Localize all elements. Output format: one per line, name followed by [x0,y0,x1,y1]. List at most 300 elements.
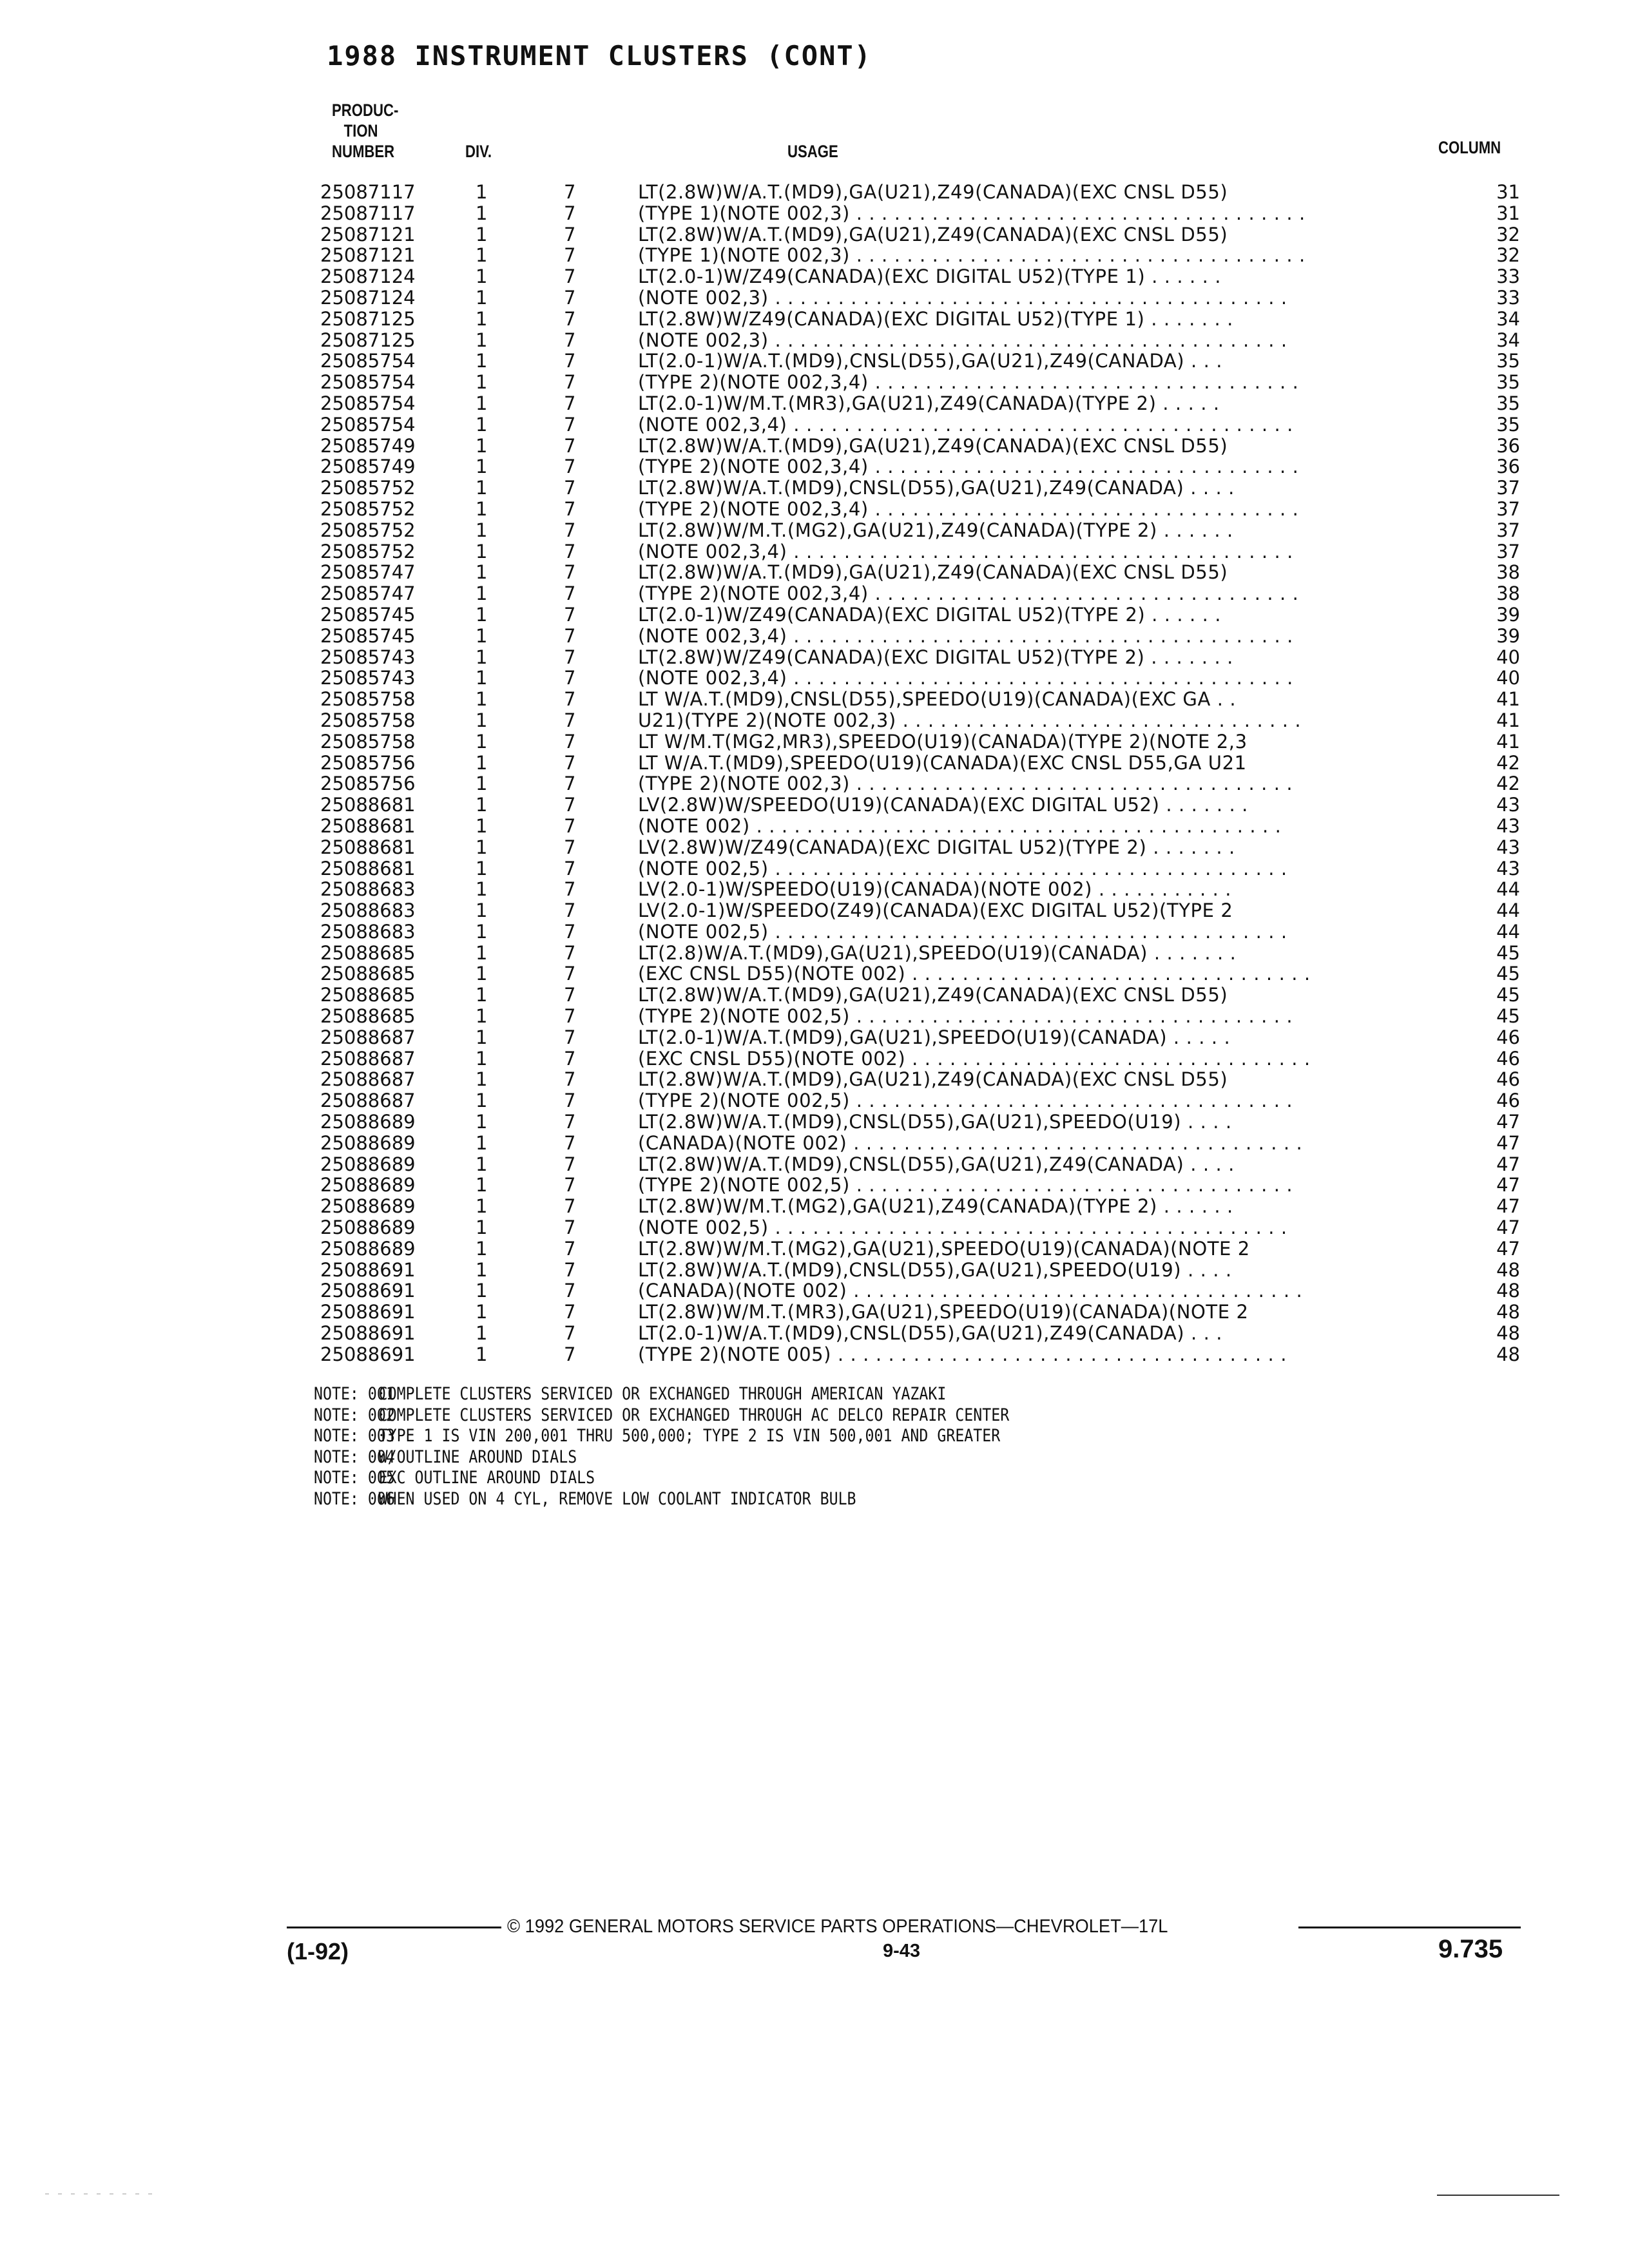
div-cell: 1 [476,477,488,499]
production-number-cell: 25088681 [320,794,416,816]
header-usage: USAGE [787,142,838,161]
table-row [0,985,1629,1006]
note-item [314,1384,1009,1405]
column-cell: 47 [1496,1195,1520,1218]
table-row [0,1048,1629,1070]
production-number-cell: 25085752 [320,477,416,499]
subdiv-cell: 7 [564,1195,576,1218]
subdiv-cell: 7 [564,814,576,837]
column-cell: 43 [1496,836,1520,858]
column-cell: 47 [1496,1216,1520,1239]
note-text: COMPLETE CLUSTERS SERVICED OR EXCHANGED THROUGH AMERICAN YAZAKI [378,1384,947,1404]
usage-cell: (TYPE 2)(NOTE 002,3,4) . . . . . . . . . . . . . . . . . . . . . . . . . . . . . . . . . . [638,456,1299,478]
table-row [0,203,1629,224]
div-cell: 1 [476,1047,488,1070]
column-cell: 47 [1496,1153,1520,1175]
usage-cell: LV(2.8W)W/SPEEDO(U19)(CANADA)(EXC DIGITAL U52) . . . . . . . [638,794,1248,816]
table-row [0,753,1629,774]
subdiv-cell: 7 [564,963,576,985]
div-cell: 1 [476,329,488,351]
usage-cell: LT(2.8W)W/A.T.(MD9),CNSL(D55),GA(U21),Z49(CANADA) . . . . [638,1153,1235,1175]
usage-cell: (TYPE 2)(NOTE 002,3,4) . . . . . . . . . . . . . . . . . . . . . . . . . . . . . . . . . . [638,498,1299,520]
note-text: WHEN USED ON 4 CYL, REMOVE LOW COOLANT INDICATOR BULB [378,1488,856,1509]
div-cell: 1 [476,181,488,203]
table-row [0,351,1629,372]
table-row [0,837,1629,858]
div-cell: 1 [476,688,488,711]
table-row [0,1090,1629,1111]
production-number-cell: 25088683 [320,920,416,943]
production-number-cell: 25088691 [320,1258,416,1281]
table-row [0,1323,1629,1344]
header-production-line-3: NUMBER [332,142,395,161]
column-cell: 36 [1496,456,1520,478]
column-cell: 45 [1496,963,1520,985]
column-cell: 47 [1496,1174,1520,1196]
div-cell: 1 [476,1343,488,1365]
div-cell: 1 [476,456,488,478]
div-cell: 1 [476,265,488,288]
usage-cell: LT(2.0-1)W/Z49(CANADA)(EXC DIGITAL U52)(TYPE 2) . . . . . . [638,604,1222,626]
column-cell: 41 [1496,709,1520,731]
div-cell: 1 [476,286,488,309]
production-number-cell: 25088685 [320,1005,416,1028]
div-cell: 1 [476,1322,488,1345]
table-row [0,1280,1629,1302]
usage-cell: (TYPE 2)(NOTE 005) . . . . . . . . . . . . . . . . . . . . . . . . . . . . . . . . . . . . [638,1343,1287,1365]
subdiv-cell: 7 [564,1068,576,1091]
subdiv-cell: 7 [564,1174,576,1196]
table-row [0,562,1629,583]
subdiv-cell: 7 [564,624,576,647]
div-cell: 1 [476,434,488,457]
column-cell: 38 [1496,582,1520,605]
column-cell: 48 [1496,1280,1520,1302]
table-row [0,626,1629,647]
subdiv-cell: 7 [564,477,576,499]
production-number-cell: 25085752 [320,519,416,541]
production-number-cell: 25088685 [320,963,416,985]
div-cell: 1 [476,1258,488,1281]
subdiv-cell: 7 [564,392,576,414]
column-cell: 36 [1496,434,1520,457]
production-number-cell: 25085749 [320,434,416,457]
header-column: COLUMN [1438,138,1501,157]
column-cell: 31 [1496,202,1520,224]
production-number-cell: 25085754 [320,350,416,372]
production-number-cell: 25087121 [320,223,416,245]
div-cell: 1 [476,223,488,245]
subdiv-cell: 7 [564,836,576,858]
div-cell: 1 [476,1005,488,1028]
table-row [0,456,1629,477]
subdiv-cell: 7 [564,561,576,584]
production-number-cell: 25088681 [320,836,416,858]
div-cell: 1 [476,392,488,414]
table-row [0,879,1629,900]
table-row [0,393,1629,414]
table-row [0,1154,1629,1175]
div-cell: 1 [476,1216,488,1239]
subdiv-cell: 7 [564,519,576,541]
subdiv-cell: 7 [564,1005,576,1028]
column-cell: 35 [1496,371,1520,394]
subdiv-cell: 7 [564,1090,576,1112]
subdiv-cell: 7 [564,456,576,478]
note-item [314,1405,1009,1427]
usage-cell: (TYPE 2)(NOTE 002,5) . . . . . . . . . . . . . . . . . . . . . . . . . . . . . . . . . . . [638,1006,1293,1027]
footer-revision: (1-92) [287,1938,349,1965]
column-cell: 46 [1496,1026,1520,1048]
production-number-cell: 25085758 [320,688,416,711]
table-row [0,414,1629,436]
production-number-cell: 25088683 [320,878,416,901]
table-row [0,921,1629,943]
production-number-cell: 25085747 [320,561,416,584]
subdiv-cell: 7 [564,603,576,626]
subdiv-cell: 7 [564,899,576,922]
table-row [0,1111,1629,1133]
column-cell: 35 [1496,392,1520,414]
usage-cell: (NOTE 002,5) . . . . . . . . . . . . . . . . . . . . . . . . . . . . . . . . . . . . . . . . . [638,1217,1287,1238]
column-cell: 46 [1496,1047,1520,1070]
page-title: 1988 INSTRUMENT CLUSTERS (CONT) [327,40,872,72]
note-label: NOTE: 005 [314,1468,395,1488]
table-row [0,710,1629,731]
column-cell: 40 [1496,646,1520,668]
footer-subpage: 9-43 [883,1941,921,1961]
production-number-cell: 25088689 [320,1111,416,1133]
column-cell: 32 [1496,223,1520,245]
column-cell: 31 [1496,181,1520,203]
div-cell: 1 [476,1153,488,1175]
table-row [0,287,1629,309]
subdiv-cell: 7 [564,1322,576,1345]
note-text: W/OUTLINE AROUND DIALS [378,1446,577,1467]
usage-cell: (NOTE 002,5) . . . . . . . . . . . . . . . . . . . . . . . . . . . . . . . . . . . . . . . . . [638,921,1287,943]
div-cell: 1 [476,603,488,626]
note-text: COMPLETE CLUSTERS SERVICED OR EXCHANGED THROUGH AC DELCO REPAIR CENTER [378,1405,1010,1425]
subdiv-cell: 7 [564,350,576,372]
div-cell: 1 [476,751,488,774]
usage-cell: LT(2.8W)W/A.T.(MD9),CNSL(D55),GA(U21),Z49(CANADA) . . . . [638,477,1235,499]
footer-page-number: 9.735 [1438,1935,1503,1963]
subdiv-cell: 7 [564,941,576,964]
div-cell: 1 [476,413,488,436]
subdiv-cell: 7 [564,244,576,267]
usage-cell: (NOTE 002,3,4) . . . . . . . . . . . . . . . . . . . . . . . . . . . . . . . . . . . . . . . . [638,541,1293,562]
footer-copyright: © 1992 GENERAL MOTORS SERVICE PARTS OPERATIONS—CHEVROLET—17L [507,1916,1168,1937]
subdiv-cell: 7 [564,1153,576,1175]
usage-cell: (EXC CNSL D55)(NOTE 002) . . . . . . . . . . . . . . . . . . . . . . . . . . . . . . . . [638,1048,1311,1070]
production-number-cell: 25088689 [320,1216,416,1239]
production-number-cell: 25085752 [320,540,416,562]
div-cell: 1 [476,497,488,520]
usage-cell: (CANADA)(NOTE 002) . . . . . . . . . . . . . . . . . . . . . . . . . . . . . . . . . . . . [638,1280,1303,1302]
div-cell: 1 [476,519,488,541]
usage-cell: LT W/A.T.(MD9),SPEEDO(U19)(CANADA)(EXC CNSL D55,GA U21 [638,752,1247,774]
div-cell: 1 [476,899,488,922]
usage-cell: LT(2.0-1)W/A.T.(MD9),GA(U21),SPEEDO(U19)(CANADA) . . . . . [638,1026,1231,1048]
production-number-cell: 25085749 [320,456,416,478]
note-label: NOTE: 003 [314,1426,395,1446]
subdiv-cell: 7 [564,688,576,711]
usage-cell: LT W/A.T.(MD9),CNSL(D55),SPEEDO(U19)(CANADA)(EXC GA . . [638,689,1237,710]
usage-cell: LT(2.8W)W/A.T.(MD9),GA(U21),Z49(CANADA)(EXC CNSL D55) [638,985,1228,1006]
usage-cell: LT(2.8W)W/A.T.(MD9),GA(U21),Z49(CANADA)(EXC CNSL D55) [638,224,1228,245]
subdiv-cell: 7 [564,1216,576,1239]
div-cell: 1 [476,1301,488,1323]
div-cell: 1 [476,1237,488,1260]
production-number-cell: 25085752 [320,497,416,520]
usage-cell: (EXC CNSL D55)(NOTE 002) . . . . . . . . . . . . . . . . . . . . . . . . . . . . . . . . [638,963,1311,985]
note-item [314,1447,1009,1468]
subdiv-cell: 7 [564,878,576,901]
usage-cell: (NOTE 002) . . . . . . . . . . . . . . . . . . . . . . . . . . . . . . . . . . . . . . . . . . [638,815,1282,837]
production-number-cell: 25088691 [320,1280,416,1302]
table-row [0,647,1629,668]
table-row [0,900,1629,921]
production-number-cell: 25088685 [320,941,416,964]
table-row [0,372,1629,393]
footer-rule-left [287,1927,501,1928]
production-number-cell: 25085745 [320,603,416,626]
table-row [0,1238,1629,1260]
production-number-cell: 25087125 [320,307,416,330]
column-cell: 46 [1496,1068,1520,1091]
column-cell: 33 [1496,265,1520,288]
subdiv-cell: 7 [564,1258,576,1281]
production-number-cell: 25085756 [320,751,416,774]
table-row [0,794,1629,816]
div-cell: 1 [476,1280,488,1302]
usage-cell: LT(2.8W)W/M.T.(MR3),GA(U21),SPEEDO(U19)(CANADA)(NOTE 2 [638,1302,1249,1323]
production-number-cell: 25088687 [320,1090,416,1112]
usage-cell: LT(2.8W)W/A.T.(MD9),GA(U21),Z49(CANADA)(EXC CNSL D55) [638,1069,1228,1091]
usage-cell: LT(2.0-1)W/M.T.(MR3),GA(U21),Z49(CANADA)(TYPE 2) . . . . . [638,392,1220,414]
column-cell: 35 [1496,350,1520,372]
header-production-line-2: TION [343,121,378,140]
subdiv-cell: 7 [564,307,576,330]
table-row [0,499,1629,520]
usage-cell: LT(2.0-1)W/A.T.(MD9),CNSL(D55),GA(U21),Z49(CANADA) . . . [638,1323,1223,1344]
table-row [0,1217,1629,1238]
usage-cell: LT(2.8W)W/A.T.(MD9),GA(U21),Z49(CANADA)(EXC CNSL D55) [638,182,1228,203]
usage-cell: LV(2.8W)W/Z49(CANADA)(EXC DIGITAL U52)(TYPE 2) . . . . . . . [638,836,1235,858]
div-cell: 1 [476,646,488,668]
usage-cell: (TYPE 2)(NOTE 002,3,4) . . . . . . . . . . . . . . . . . . . . . . . . . . . . . . . . . . [638,372,1299,393]
subdiv-cell: 7 [564,371,576,394]
column-cell: 44 [1496,920,1520,943]
usage-cell: (TYPE 2)(NOTE 002,3) . . . . . . . . . . . . . . . . . . . . . . . . . . . . . . . . . . . [638,773,1293,795]
column-cell: 47 [1496,1131,1520,1154]
production-number-cell: 25088689 [320,1237,416,1260]
table-row [0,330,1629,351]
table-row [0,477,1629,499]
usage-cell: (NOTE 002,3) . . . . . . . . . . . . . . . . . . . . . . . . . . . . . . . . . . . . . . . . . [638,329,1287,351]
note-label: NOTE: 006 [314,1488,395,1509]
div-cell: 1 [476,920,488,943]
column-cell: 47 [1496,1237,1520,1260]
subdiv-cell: 7 [564,667,576,689]
production-number-cell: 25088689 [320,1131,416,1154]
usage-cell: (NOTE 002,3,4) . . . . . . . . . . . . . . . . . . . . . . . . . . . . . . . . . . . . . . . . [638,414,1293,436]
usage-cell: (TYPE 2)(NOTE 002,5) . . . . . . . . . . . . . . . . . . . . . . . . . . . . . . . . . . . [638,1175,1293,1196]
production-number-cell: 25088689 [320,1195,416,1218]
subdiv-cell: 7 [564,1047,576,1070]
div-cell: 1 [476,941,488,964]
production-number-cell: 25088685 [320,984,416,1006]
note-text: TYPE 1 IS VIN 200,001 THRU 500,000; TYPE 2 IS VIN 500,001 AND GREATER [378,1426,1001,1446]
table-row [0,1302,1629,1323]
note-item [314,1489,1009,1510]
table-row [0,224,1629,245]
column-cell: 41 [1496,688,1520,711]
div-cell: 1 [476,794,488,816]
column-cell: 42 [1496,773,1520,795]
production-number-cell: 25085758 [320,709,416,731]
column-cell: 37 [1496,477,1520,499]
div-cell: 1 [476,1111,488,1133]
usage-cell: (CANADA)(NOTE 002) . . . . . . . . . . . . . . . . . . . . . . . . . . . . . . . . . . . . [638,1132,1303,1154]
div-cell: 1 [476,202,488,224]
subdiv-cell: 7 [564,497,576,520]
subdiv-cell: 7 [564,540,576,562]
subdiv-cell: 7 [564,1131,576,1154]
production-number-cell: 25087117 [320,202,416,224]
table-row [0,309,1629,330]
production-number-cell: 25085747 [320,582,416,605]
column-cell: 43 [1496,857,1520,879]
note-item [314,1426,1009,1447]
production-number-cell: 25087121 [320,244,416,267]
usage-cell: (TYPE 1)(NOTE 002,3) . . . . . . . . . . . . . . . . . . . . . . . . . . . . . . . . . . . . [638,202,1306,224]
production-number-cell: 25088681 [320,857,416,879]
usage-cell: (NOTE 002,3,4) . . . . . . . . . . . . . . . . . . . . . . . . . . . . . . . . . . . . . . . . [638,625,1293,647]
production-number-cell: 25085754 [320,413,416,436]
div-cell: 1 [476,371,488,394]
table-row [0,245,1629,266]
table-row [0,520,1629,541]
usage-cell: LT(2.8W)W/M.T.(MG2),GA(U21),Z49(CANADA)(TYPE 2) . . . . . . [638,519,1233,541]
div-cell: 1 [476,350,488,372]
subdiv-cell: 7 [564,1237,576,1260]
table-row [0,1196,1629,1217]
usage-cell: U21)(TYPE 2)(NOTE 002,3) . . . . . . . . . . . . . . . . . . . . . . . . . . . . . . . . [638,709,1302,731]
div-cell: 1 [476,836,488,858]
production-number-cell: 25085756 [320,773,416,795]
column-cell: 43 [1496,814,1520,837]
scan-artifacts [0,2181,1629,2207]
table-row [0,858,1629,879]
subdiv-cell: 7 [564,984,576,1006]
column-cell: 45 [1496,941,1520,964]
column-cell: 37 [1496,519,1520,541]
usage-cell: LT(2.8W)W/A.T.(MD9),CNSL(D55),GA(U21),SPEEDO(U19) . . . . [638,1259,1232,1281]
production-number-cell: 25088687 [320,1026,416,1048]
div-cell: 1 [476,963,488,985]
column-cell: 37 [1496,540,1520,562]
usage-cell: LT(2.8W)W/A.T.(MD9),GA(U21),Z49(CANADA)(EXC CNSL D55) [638,435,1228,457]
usage-cell: LT(2.0-1)W/Z49(CANADA)(EXC DIGITAL U52)(TYPE 1) . . . . . . [638,266,1222,287]
column-cell: 45 [1496,1005,1520,1028]
usage-cell: (NOTE 002,3) . . . . . . . . . . . . . . . . . . . . . . . . . . . . . . . . . . . . . . . . . [638,287,1287,309]
usage-cell: (TYPE 1)(NOTE 002,3) . . . . . . . . . . . . . . . . . . . . . . . . . . . . . . . . . . . . [638,245,1306,267]
subdiv-cell: 7 [564,709,576,731]
subdiv-cell: 7 [564,1026,576,1048]
column-cell: 32 [1496,244,1520,267]
production-number-cell: 25087125 [320,329,416,351]
production-number-cell: 25088689 [320,1153,416,1175]
usage-cell: (NOTE 002,5) . . . . . . . . . . . . . . . . . . . . . . . . . . . . . . . . . . . . . . . . . [638,858,1287,879]
production-number-cell: 25088691 [320,1322,416,1345]
table-row [0,1069,1629,1090]
div-cell: 1 [476,878,488,901]
div-cell: 1 [476,730,488,753]
column-cell: 38 [1496,561,1520,584]
usage-cell: LV(2.0-1)W/SPEEDO(Z49)(CANADA)(EXC DIGITAL U52)(TYPE 2 [638,900,1233,921]
table-row [0,604,1629,626]
table-row [0,1133,1629,1154]
header-div: DIV. [465,142,492,161]
column-cell: 45 [1496,984,1520,1006]
table-row [0,182,1629,203]
usage-cell: LT(2.8W)W/M.T.(MG2),GA(U21),Z49(CANADA)(TYPE 2) . . . . . . [638,1196,1233,1218]
table-row [0,1344,1629,1365]
column-cell: 33 [1496,286,1520,309]
subdiv-cell: 7 [564,794,576,816]
production-number-cell: 25085743 [320,646,416,668]
table-row [0,436,1629,457]
div-cell: 1 [476,1068,488,1091]
table-row [0,541,1629,562]
subdiv-cell: 7 [564,202,576,224]
production-number-cell: 25088691 [320,1343,416,1365]
table-row [0,963,1629,985]
production-number-cell: 25088687 [320,1047,416,1070]
div-cell: 1 [476,1026,488,1048]
usage-cell: LT(2.8W)W/Z49(CANADA)(EXC DIGITAL U52)(TYPE 2) . . . . . . . [638,646,1233,668]
usage-cell: LT(2.0-1)W/A.T.(MD9),CNSL(D55),GA(U21),Z49(CANADA) . . . [638,351,1223,372]
div-cell: 1 [476,667,488,689]
note-label: NOTE: 002 [314,1405,395,1425]
column-cell: 48 [1496,1322,1520,1345]
notes-section [314,1384,1123,1510]
production-number-cell: 25087124 [320,286,416,309]
div-cell: 1 [476,814,488,837]
subdiv-cell: 7 [564,329,576,351]
header-production-number [332,100,399,162]
usage-cell: LT(2.8)W/A.T.(MD9),GA(U21),SPEEDO(U19)(CANADA) . . . . . . . [638,942,1237,964]
production-number-cell: 25085743 [320,667,416,689]
subdiv-cell: 7 [564,920,576,943]
div-cell: 1 [476,984,488,1006]
div-cell: 1 [476,1174,488,1196]
table-row [0,689,1629,710]
note-text: EXC OUTLINE AROUND DIALS [378,1468,595,1488]
table-row [0,583,1629,604]
column-cell: 48 [1496,1301,1520,1323]
div-cell: 1 [476,561,488,584]
column-cell: 35 [1496,413,1520,436]
production-number-cell: 25088683 [320,899,416,922]
subdiv-cell: 7 [564,730,576,753]
subdiv-cell: 7 [564,181,576,203]
production-number-cell: 25088681 [320,814,416,837]
div-cell: 1 [476,624,488,647]
div-cell: 1 [476,857,488,879]
usage-cell: (NOTE 002,3,4) . . . . . . . . . . . . . . . . . . . . . . . . . . . . . . . . . . . . . . . . [638,668,1293,689]
